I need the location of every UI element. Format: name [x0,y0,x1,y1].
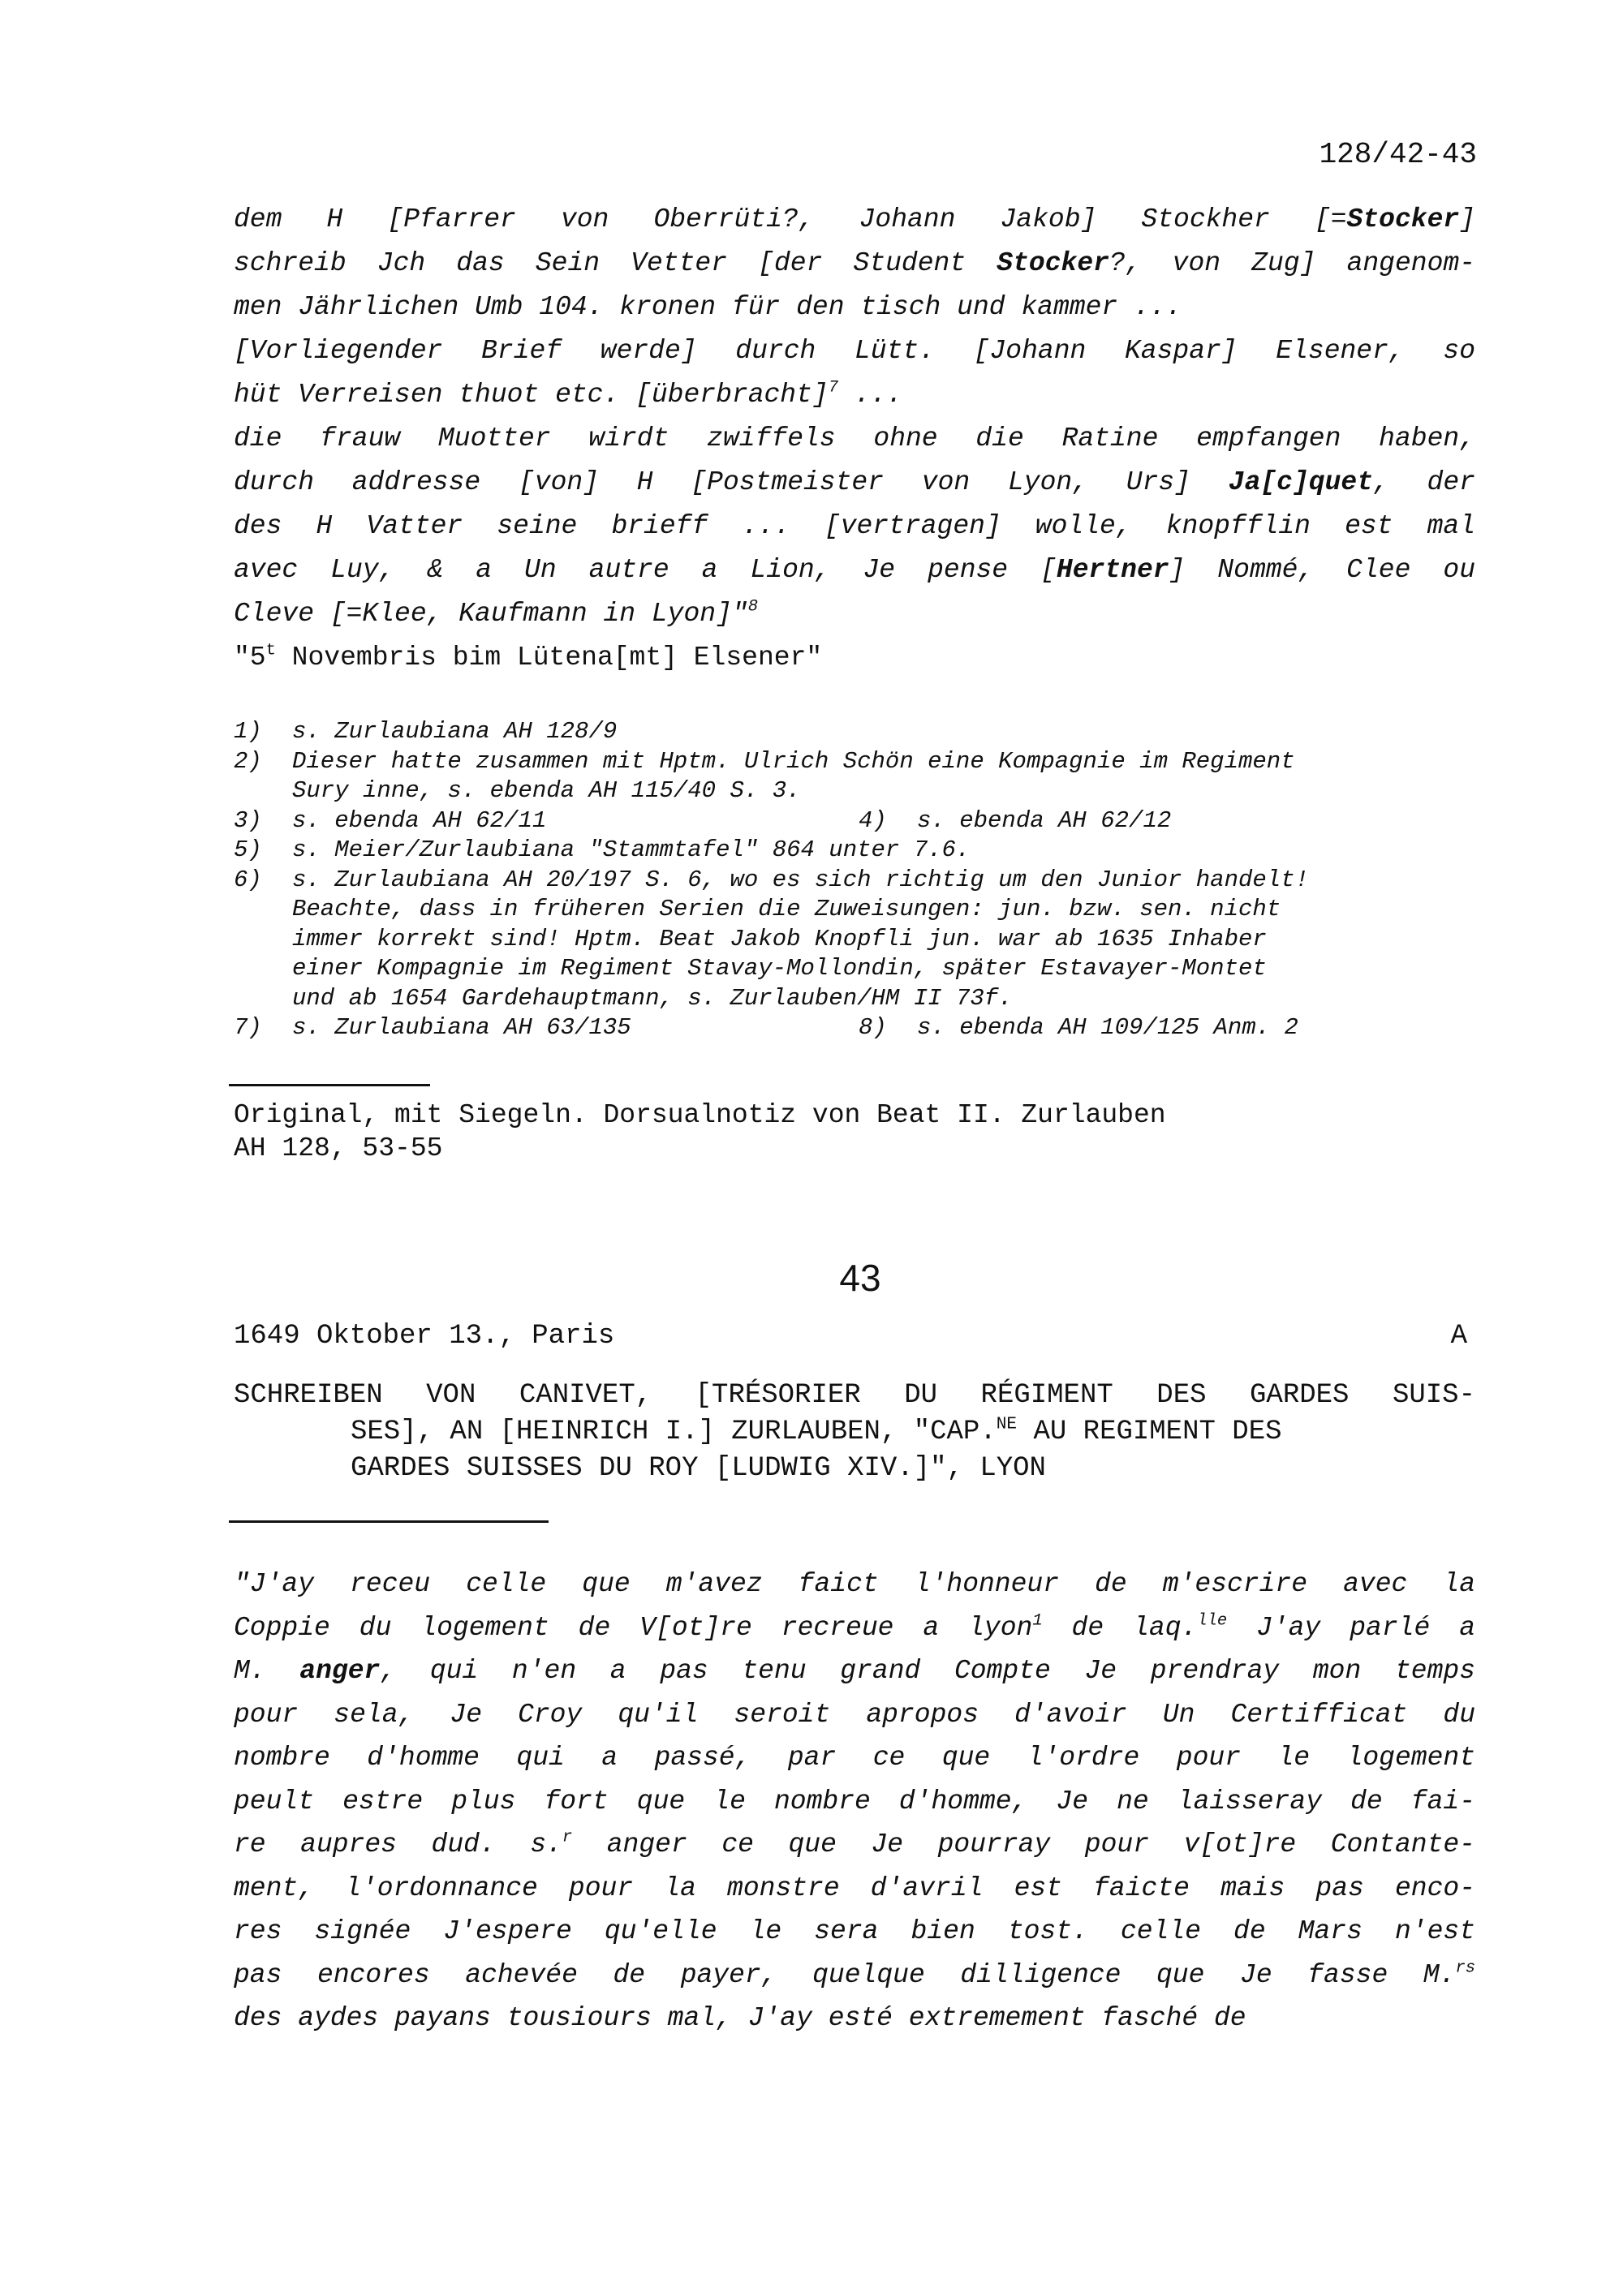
letter-line: pour sela, Je Croy qu'il seroit apropos d'avoir Un Certifficat du [234,1699,1475,1730]
letter-text [234,1563,1475,2040]
footnote-7-8 [234,1013,1483,1043]
superscript: r [562,1828,573,1847]
letter-line: "J'ay receu celle que m'avez faict l'honneur de m'escrire avec la [234,1569,1475,1599]
bold-name: Ja[c]quet [1228,467,1373,497]
bold-name: anger [299,1656,381,1686]
quote-line: die frauw Muotter wirdt zwiffels ohne die Ratine empfangen haben, [234,424,1475,454]
footnotes [234,717,1483,1043]
footnote-continuation: immer korrekt sind! Hptm. Beat Jakob Knopfli jun. war ab 1635 Inhaber [292,925,1267,952]
footnote-number: 5) [234,836,262,863]
separator-rule [229,1520,549,1523]
letter-line: peult estre plus fort que le nombre d'homme, Je ne laisseray de fai- [234,1786,1475,1817]
footnote-ref: 7 [828,378,838,398]
letter-line: Coppie du logement de V[ot]re recreue a lyon$^1$ de laq.$^{lle}$ J'ay parlé a [234,1611,1475,1643]
quote-line: avec Luy, & a Un autre a Lion, Je pense [Hertner] Nommé, Clee ou [234,555,1475,585]
footnote-text: s. ebenda AH 109/125 Anm. 2 [917,1014,1298,1041]
letter-line: M. anger, qui n'en a pas tenu grand Compte Je prendray mon temps [234,1656,1475,1686]
footnote-text: s. Zurlaubiana AH 20/197 S. 6, wo es sich richtig um den Junior handelt! [292,866,1310,893]
letter-line: pas encores achevée de payer, quelque dilligence que Je fasse M.$^{rs}$ [234,1958,1475,1990]
separator-rule [229,1084,430,1086]
footnote-continuation: einer Kompagnie im Regiment Stavay-Mollondin, später Estavayer-Montet [292,955,1267,982]
quote-line: men Jährlichen Umb 104. kronen für den tisch und kammer ... [234,292,1182,322]
quote-line: des H Vatter seine brieff ... [vertragen] wolle, knopfflin est mal [234,511,1475,541]
quote-line: Cleve [=Klee, Kaufmann in Lyon]"$^8$ [234,597,758,629]
document-type-marker: A [1450,1321,1467,1352]
date-line [234,1319,1467,1353]
superscript: NE [996,1414,1018,1434]
superscript: lle [1197,1611,1228,1631]
footnote-text: s. Meier/Zurlaubiana "Stammtafel" 864 unter 7.6. [292,836,971,863]
footnote-continuation: und ab 1654 Gardehauptmann, s. Zurlauben/HM II 73f. [292,984,1013,1012]
letter-line: ment, l'ordonnance pour la monstre d'avril est faicte mais pas enco- [234,1872,1475,1903]
quote-line: "5$^t$ Novembris bim Lütena[mt] Elsener" [234,641,823,673]
footnote-number: 4) [859,806,887,834]
footnote-text: s. Zurlaubiana AH 63/135 [292,1014,631,1041]
letter-line: nombre d'homme qui a passé, par ce que l'ordre pour le logement [234,1743,1475,1773]
source-note-line: AH 128, 53-55 [234,1133,443,1163]
bold-name: Hertner [1056,555,1169,585]
footnote-6 [234,866,1483,896]
source-note [234,1099,1166,1165]
heading-line: GARDES SUISSES DU ROY [LUDWIG XIV.]", LYON [351,1453,1046,1484]
footnote-text: s. ebenda AH 62/11 [292,806,547,834]
quote-line: dem H [Pfarrer von Oberrüti?, Johann Jakob] Stockher [=Stocker] [234,204,1475,234]
footnote-number: 7) [234,1014,262,1041]
document-date: 1649 Oktober 13., Paris [234,1321,615,1352]
quote-line: [Vorliegender Brief werde] durch Lütt. [Johann Kaspar] Elsener, so [234,336,1475,366]
letter-line: des aydes payans tousiours mal, J'ay esté extremement fasché de [234,2003,1246,2033]
superscript: rs [1455,1958,1475,1978]
quote-line: schreib Jch das Sein Vetter [der Student Stocker?, von Zug] angenom- [234,248,1475,278]
footnote-text: s. ebenda AH 62/12 [917,806,1172,834]
footnote-2 [234,747,1483,777]
document-number: 43 [839,1257,881,1299]
footnote-text: Dieser hatte zusammen mit Hptm. Ulrich Schön eine Kompagnie im Regiment [292,747,1295,775]
footnote-continuation: Beachte, dass in früheren Serien die Zuweisungen: jun. bzw. sen. nicht [292,896,1281,922]
footnote-ref: 8 [747,597,758,617]
footnote-5 [234,836,1483,866]
heading-line: SCHREIBEN VON CANIVET, [TRÉSORIER DU RÉGIMENT DES GARDES SUIS- [234,1380,1475,1411]
document-heading [234,1378,1475,1487]
footnote-text: s. Zurlaubiana AH 128/9 [292,718,618,745]
footnote-1 [234,717,1483,747]
letter-line: re aupres dud. s.$^r$ anger ce que Je pourray pour v[ot]re Contante- [234,1828,1475,1860]
footnote-3-4 [234,806,1483,836]
source-note-line: Original, mit Siegeln. Dorsualnotiz von Beat II. Zurlauben [234,1100,1166,1130]
superscript: t [265,641,276,660]
footnote-number: 8) [859,1014,887,1041]
footnote-number: 6) [234,866,262,893]
bold-name: Stocker [1346,204,1460,234]
footnote-number: 1) [234,718,262,745]
footnote-ref: 1 [1032,1611,1043,1631]
footnote-number: 2) [234,747,262,775]
footnote-number: 3) [234,806,262,834]
heading-line: SES], AN [HEINRICH I.] ZURLAUBEN, "CAP.$^{NE}$ AU REGIMENT DES [351,1414,1282,1447]
page-number: 128/42-43 [1319,138,1477,171]
footnote-continuation: Sury inne, s. ebenda AH 115/40 S. 3. [292,777,801,804]
quote-line: hüt Verreisen thuot etc. [überbracht]$^7$ ... [234,378,903,410]
quoted-excerpt [234,198,1475,680]
letter-line: res signée J'espere qu'elle le sera bien tost. celle de Mars n'est [234,1916,1475,1946]
bold-name: Stocker [997,248,1109,278]
quote-line: durch addresse [von] H [Postmeister von Lyon, Urs] Ja[c]quet, der [234,467,1475,497]
